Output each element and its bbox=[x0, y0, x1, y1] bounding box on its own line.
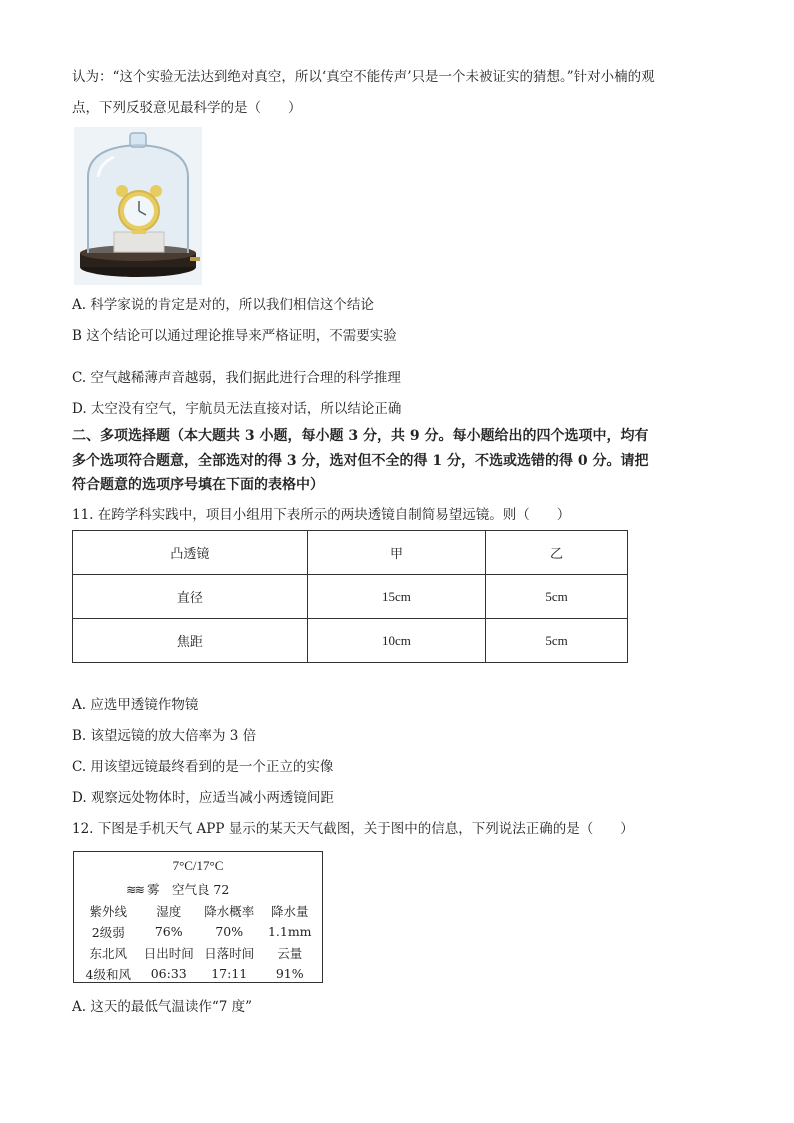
table-cell: 10cm bbox=[307, 619, 485, 663]
weather-row bbox=[78, 942, 320, 963]
option-b: B. 该望远镜的放大倍率为 3 倍 bbox=[72, 728, 257, 744]
weather-cell: 06:33 bbox=[150, 966, 187, 981]
option-d: D. 太空没有空气，宇航员无法直接对话，所以结论正确 bbox=[72, 401, 402, 417]
table-cell: 焦距 bbox=[73, 619, 308, 663]
bell-jar-clock-image bbox=[74, 127, 202, 285]
table-cell: 直径 bbox=[73, 575, 308, 619]
weather-condition bbox=[126, 880, 229, 898]
weather-cell: 东北风 bbox=[89, 945, 127, 961]
question-text-line: 认为：“这个实验无法达到绝对真空，所以‘真空不能传声’只是一个未被证实的猜想。”针对小楠的观 bbox=[72, 69, 655, 85]
weather-cell: 2级弱 bbox=[91, 924, 125, 940]
option-c: C. 空气越稀薄声音越弱，我们据此进行合理的科学推理 bbox=[72, 370, 401, 386]
weather-cell: 降水量 bbox=[270, 903, 309, 919]
weather-cell: 日出时间 bbox=[143, 945, 194, 961]
table-header-cell: 甲 bbox=[307, 531, 485, 575]
weather-screenshot bbox=[73, 851, 323, 983]
weather-cell: 湿度 bbox=[156, 903, 182, 919]
weather-cell: 紫外线 bbox=[89, 903, 127, 919]
weather-cell: 91% bbox=[275, 966, 304, 981]
question-text-line: 点，下列反驳意见最科学的是（ ） bbox=[72, 100, 302, 116]
table-row bbox=[73, 575, 628, 619]
table-cell: 15cm bbox=[307, 575, 485, 619]
table-header-row bbox=[73, 531, 628, 575]
option-a: A. 这天的最低气温读作“7 度” bbox=[72, 999, 253, 1015]
option-a: A. 科学家说的肯定是对的，所以我们相信这个结论 bbox=[72, 297, 374, 313]
section-heading: 符合题意的选项序号填在下面的表格中） bbox=[72, 477, 324, 493]
weather-cell: 日落时间 bbox=[204, 945, 255, 961]
option-b: B 这个结论可以通过理论推导来严格证明，不需要实验 bbox=[72, 328, 397, 344]
section-heading: 二、多项选择题（本大题共 3 小题，每小题 3 分，共 9 分。每小题给出的四个选项中，均有 bbox=[72, 428, 649, 444]
weather-cell: 4级和风 bbox=[85, 966, 131, 982]
weather-row bbox=[78, 900, 320, 921]
weather-row bbox=[78, 963, 320, 984]
question-11-stem: 11. 在跨学科实践中，项目小组用下表所示的两块透镜自制简易望远镜。则（ ） bbox=[72, 507, 571, 523]
condition-text: 雾 空气良 72 bbox=[146, 882, 230, 897]
weather-cell: 76% bbox=[154, 924, 183, 939]
lens-table bbox=[72, 530, 628, 663]
weather-grid bbox=[78, 900, 320, 984]
weather-cell: 1.1mm bbox=[267, 924, 312, 939]
weather-cell: 17:11 bbox=[211, 966, 248, 981]
table-header-cell: 乙 bbox=[486, 531, 628, 575]
table-cell: 5cm bbox=[486, 575, 628, 619]
option-c: C. 用该望远镜最终看到的是一个正立的实像 bbox=[72, 759, 334, 775]
option-d: D. 观察远处物体时，应适当减小两透镜间距 bbox=[72, 790, 334, 806]
weather-cell: 70% bbox=[215, 924, 244, 939]
weather-row bbox=[78, 921, 320, 942]
table-header-cell: 凸透镜 bbox=[73, 531, 308, 575]
option-a: A. 应选甲透镜作物镜 bbox=[72, 697, 199, 713]
temperature-range: 7°C/17°C bbox=[172, 858, 224, 873]
question-12-stem: 12. 下图是手机天气 APP 显示的某天天气截图，关于图中的信息，下列说法正确的是（ ） bbox=[72, 821, 634, 837]
weather-cell: 云量 bbox=[277, 945, 303, 961]
fog-icon: ≋≋ bbox=[126, 882, 143, 897]
section-heading: 多个选项符合题意，全部选对的得 3 分，选对但不全的得 1 分，不选或选错的得 0 分。请把 bbox=[72, 453, 649, 469]
weather-cell: 降水概率 bbox=[204, 903, 255, 919]
table-cell: 5cm bbox=[486, 619, 628, 663]
table-row bbox=[73, 619, 628, 663]
